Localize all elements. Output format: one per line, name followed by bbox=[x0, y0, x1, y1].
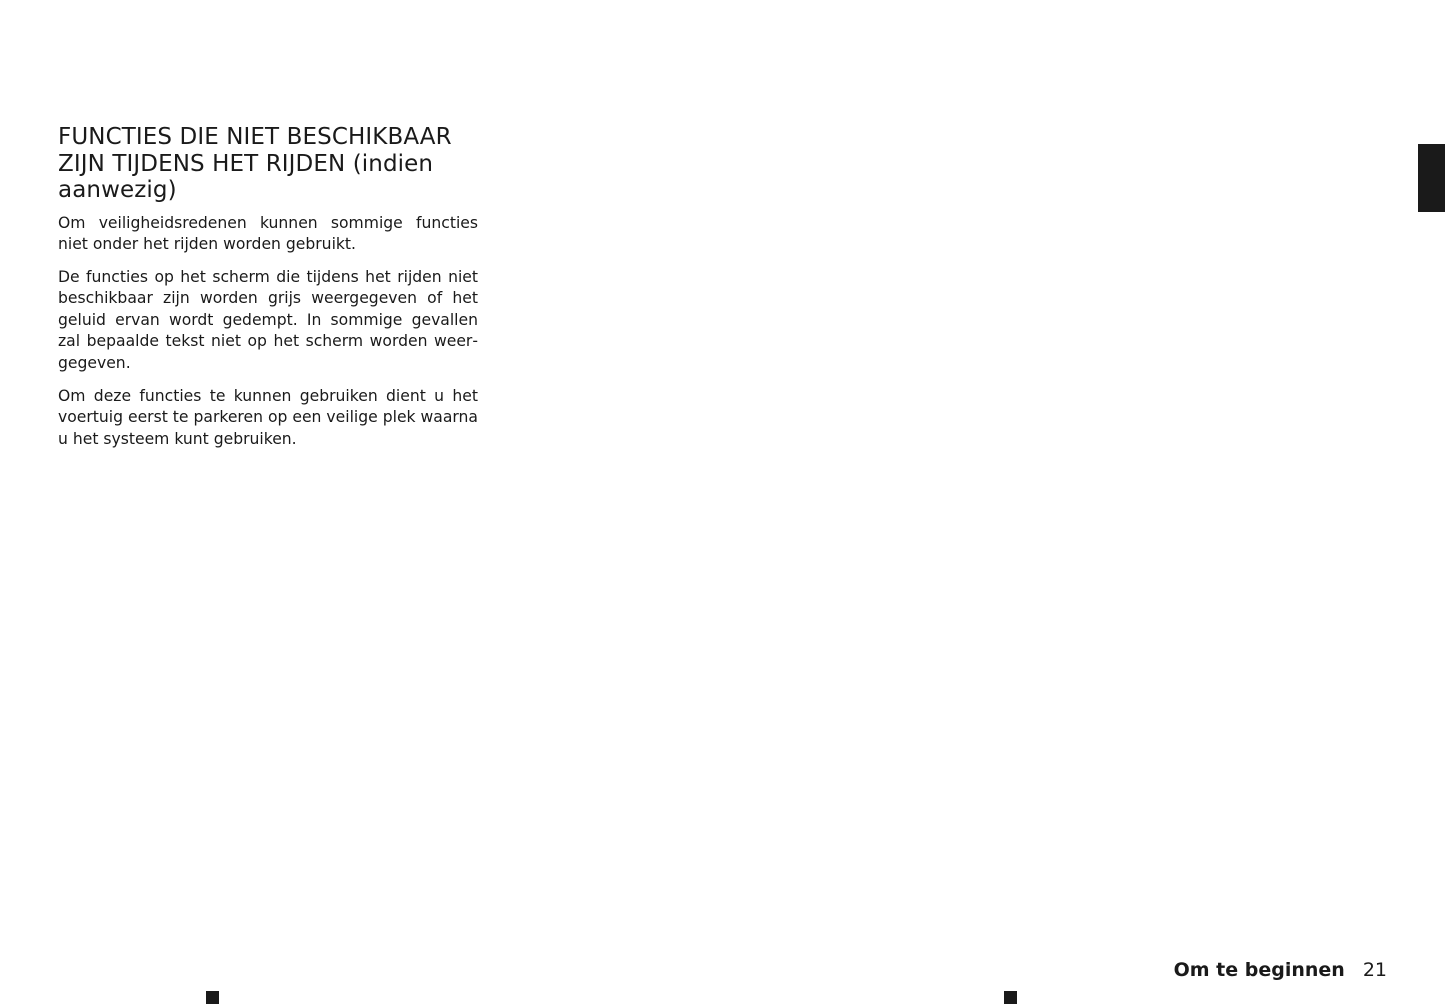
section-title: FUNCTIES DIE NIET BESCHIKBAAR ZIJN TIJDENS HET RIJDEN (indien aanwezig) bbox=[58, 124, 452, 203]
paragraph-park-vehicle: Om deze functies te kunnen gebruiken dient u het voertuig eerst te parkeren op een veilige plek waarna u het systeem kunt gebruiken. bbox=[58, 386, 478, 448]
chapter-tab-marker bbox=[1418, 144, 1445, 212]
paragraph-disabled-functions: De functies op het scherm die tijdens het rijden niet beschikbaar zijn worden grijs weergegeven of het geluid ervan wordt gedempt. In sommige gevallen zal bepaalde tekst niet op het scherm worden weergegeven. bbox=[58, 267, 478, 373]
footer-chapter-title: Om te beginnen bbox=[1173, 959, 1345, 981]
main-content bbox=[58, 124, 478, 461]
page-number: 21 bbox=[1362, 959, 1387, 981]
crop-mark-right bbox=[1004, 991, 1017, 1004]
page-footer bbox=[1174, 956, 1387, 984]
paragraph-safety: Om veiligheidsredenen kunnen sommige functies niet onder het rijden worden gebruikt. bbox=[58, 213, 478, 254]
crop-mark-left bbox=[206, 991, 219, 1004]
